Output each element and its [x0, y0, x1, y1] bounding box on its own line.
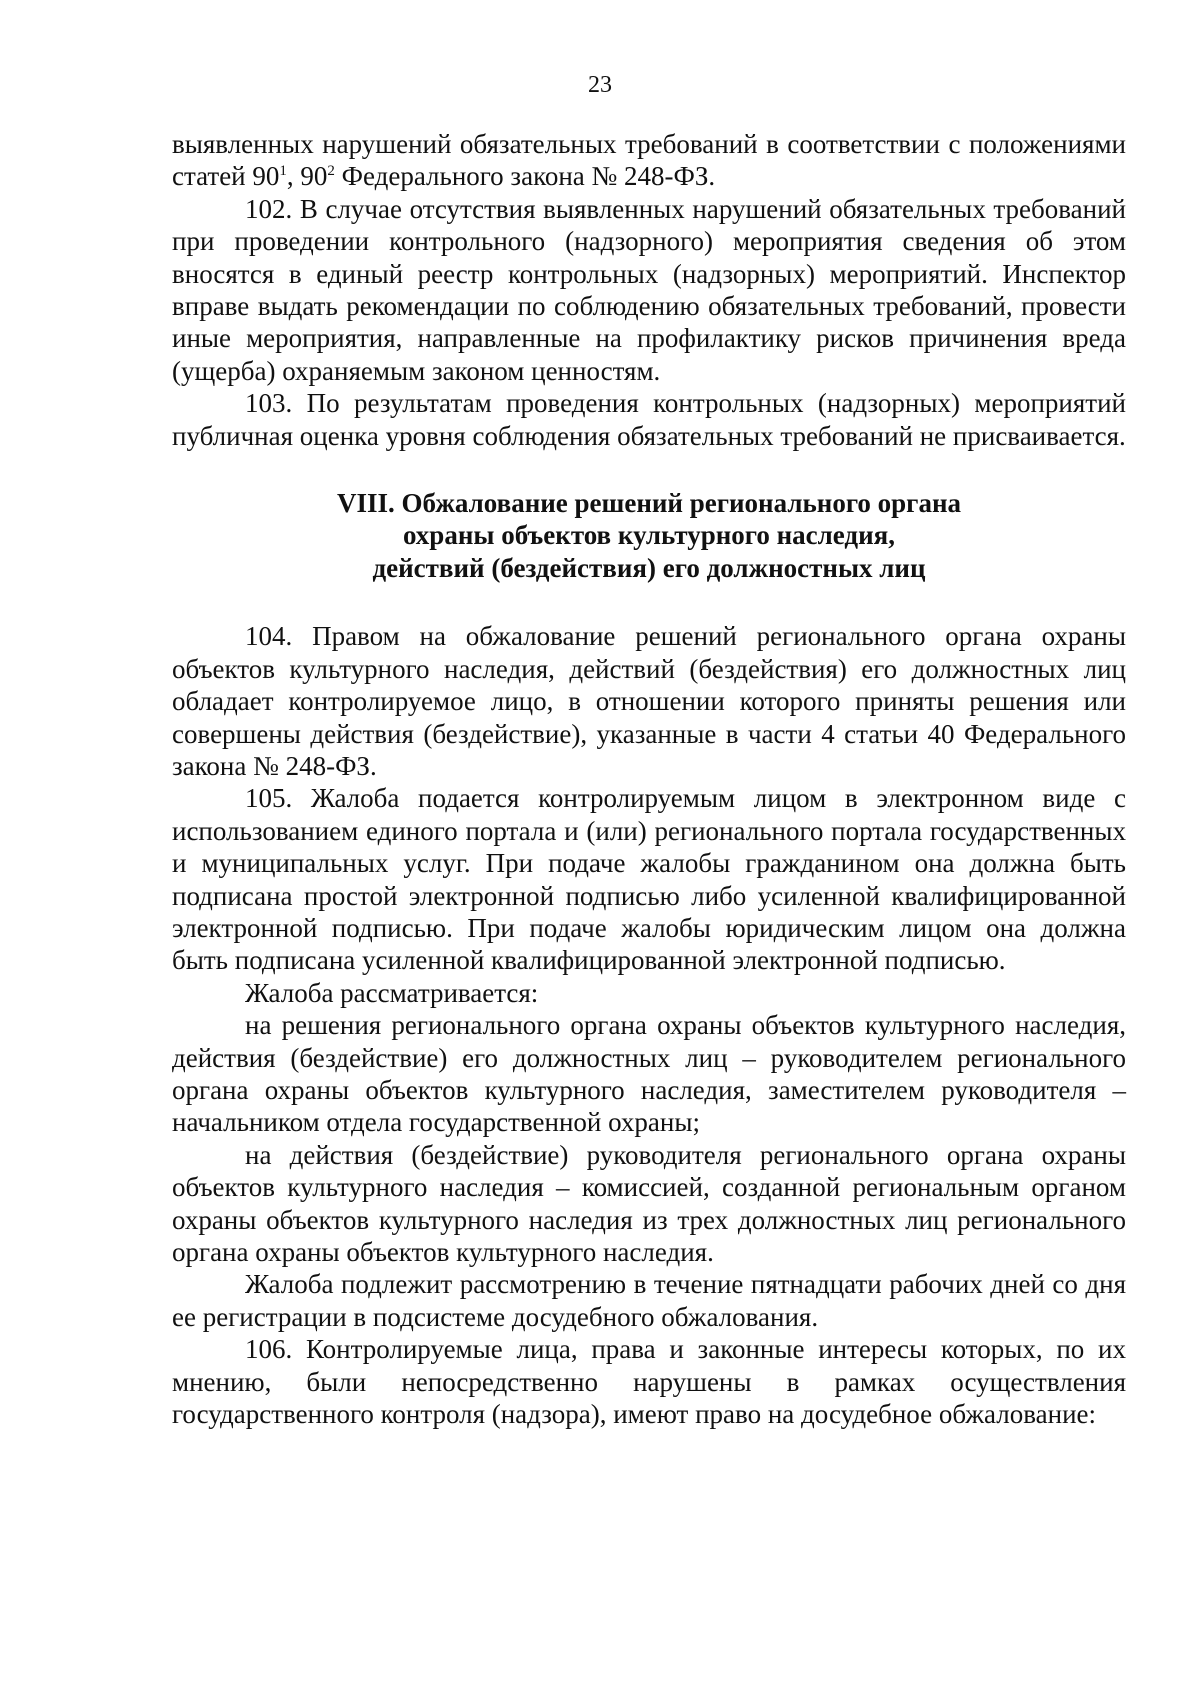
paragraph-text: выявленных нарушений обязательных требований в соответствии с положениями статей 90: [172, 129, 1126, 192]
paragraph-104: 104. Правом на обжалование решений регионального органа охраны объектов культурного наследия, действий (бездействия) его должностных лиц обладает контролируемое лицо, в отношении которого приняты решения или совершены действия (бездействие), указанные в части 4 статьи 40 Федерального закона № 248-ФЗ.: [172, 621, 1126, 781]
document-body: [172, 128, 1126, 1430]
paragraph-102: 102. В случае отсутствия выявленных нарушений обязательных требований при проведении контрольного (надзорного) мероприятия сведения об этом вносятся в единый реестр контрольных (надзорных) мероприятий. Инспектор вправе выдать рекомендации по соблюдению обязательных требований, провести иные мероприятия, направленные на профилактику рисков причинения вреда (ущерба) охраняемым законом ценностям.: [172, 193, 1126, 386]
section-heading-line: VIII. Обжалование решений регионального органа: [336, 488, 962, 519]
superscript-1: 1: [279, 163, 287, 180]
section-heading-line: действий (бездействия) его должностных лиц: [372, 552, 926, 583]
paragraph-complaint-case-2: на действия (бездействие) руководителя регионального органа охраны объектов культурного наследия – комиссией, созданной региональным органом охраны объектов культурного наследия из трех должностных лиц регионального органа охраны объектов культурного наследия.: [172, 1139, 1126, 1267]
section-heading: [172, 487, 1126, 584]
paragraph-review-period: Жалоба подлежит рассмотрению в течение пятнадцати рабочих дней со дня ее регистрации в подсистеме досудебного обжалования.: [172, 1269, 1126, 1332]
paragraph-complaint-case-1: на решения регионального органа охраны объектов культурного наследия, действия (бездействие) его должностных лиц – руководителем регионального органа охраны объектов культурного наследия, заместителем руководителя – начальником отдела государственной охраны;: [172, 1010, 1126, 1138]
paragraph-105: 105. Жалоба подается контролируемым лицом в электронном виде с использованием единого портала и (или) регионального портала государственных и муниципальных услуг. При подаче жалобы гражданином она должна быть подписана простой электронной подписью либо усиленной квалифицированной электронной подписью. При подаче жалобы юридическим лицом она должна быть подписана усиленной квалифицированной электронной подписью.: [172, 783, 1126, 976]
paragraph-complaint-considered: Жалоба рассматривается:: [245, 977, 539, 1008]
section-heading-line: охраны объектов культурного наследия,: [402, 520, 895, 551]
superscript-2: 2: [327, 163, 335, 180]
paragraph-text: , 90: [286, 161, 328, 192]
paragraph-text: Федерального закона № 248-ФЗ.: [334, 161, 716, 192]
page-number: 23: [588, 72, 612, 98]
paragraph-103: 103. По результатам проведения контрольных (надзорных) мероприятий публичная оценка уровня соблюдения обязательных требований не присваивается.: [172, 388, 1126, 451]
paragraph-106: 106. Контролируемые лица, права и законные интересы которых, по их мнению, были непосредственно нарушены в рамках осуществления государственного контроля (надзора), имеют право на досудебное обжалование:: [172, 1334, 1126, 1430]
paragraph-101-continuation: [172, 128, 1126, 193]
